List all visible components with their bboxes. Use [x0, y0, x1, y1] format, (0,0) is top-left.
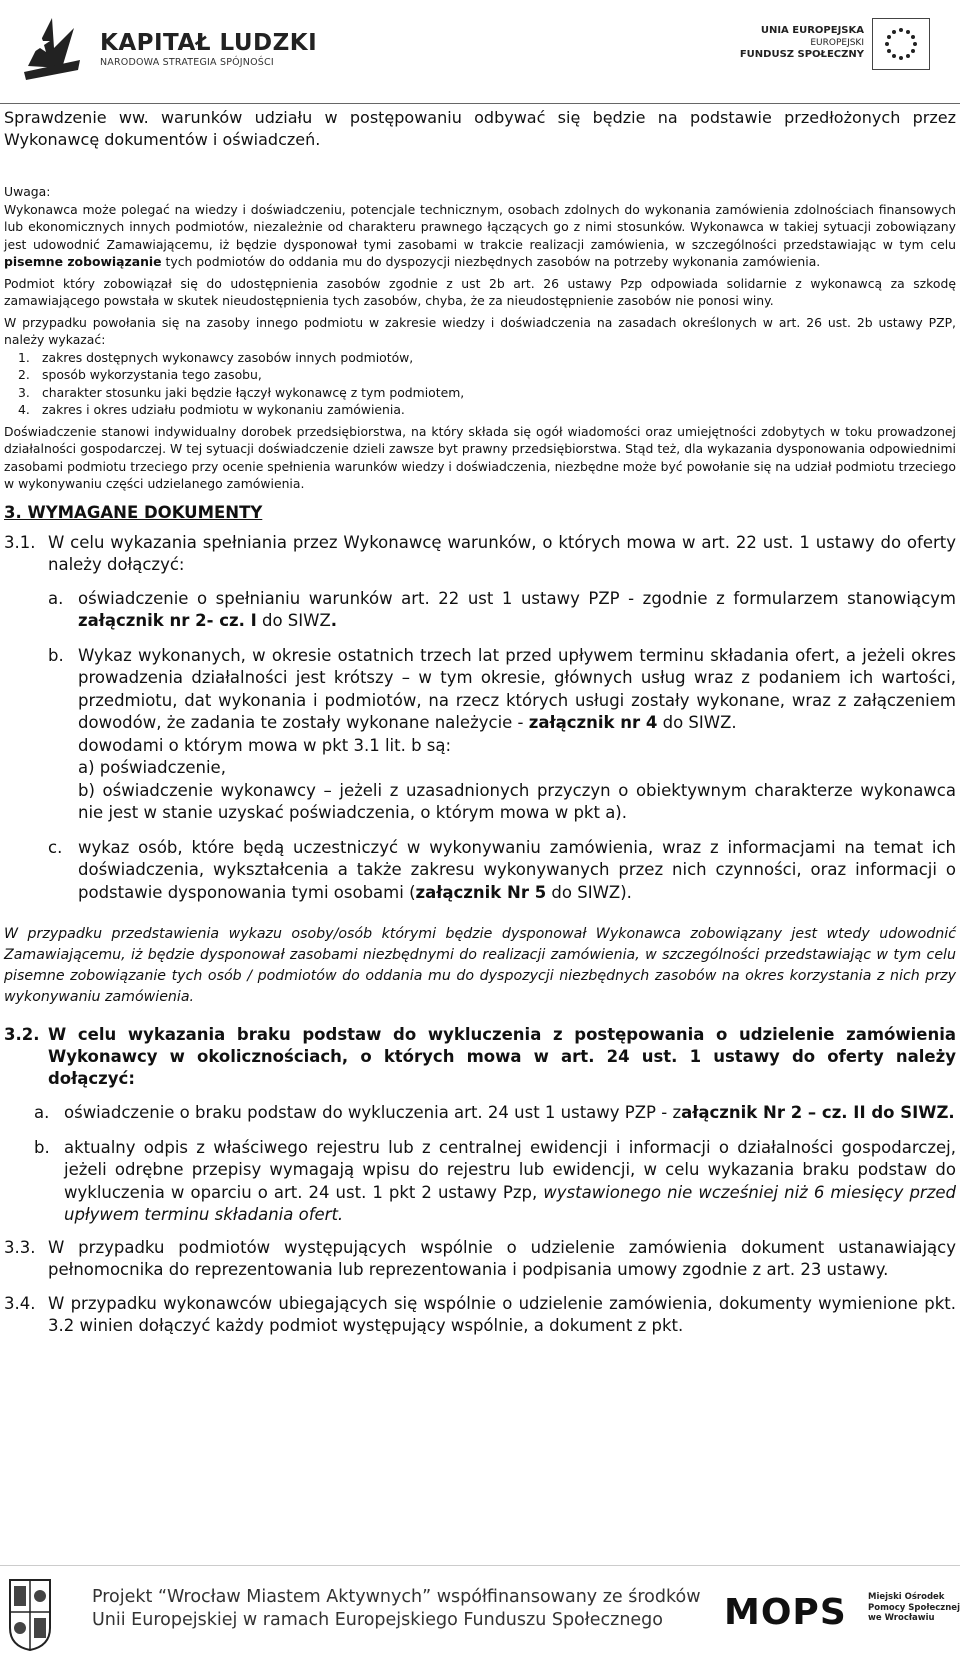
list-item [4, 384, 956, 402]
s31c-text: wykaz osób, które będą uczestniczyć w wykonywaniu zamówienia, wraz z informacjami na temat ich doświadczenia, wykształcenia a także zakresu wykonywanych przez nich czynności, oraz informacji o podstawie dysponowania tymi osobami ( [78, 837, 956, 902]
document-body [4, 107, 956, 1337]
sub-body [78, 588, 956, 633]
list-item [4, 401, 956, 419]
uwaga-bold: pisemne zobowiązanie [4, 254, 162, 269]
sub-letter: a. [48, 588, 64, 608]
item-body: W przypadku podmiotów występujących wspólnie o udzielenie zamówienia dokument ustanawiający pełnomocnika do reprezentowania lub reprezentowania i podpisania umowy zgodnie z art. 23 ustawy. [48, 1237, 956, 1279]
section-3-3 [4, 1237, 956, 1281]
list-num: 4. [18, 402, 30, 417]
footer-line2: Unii Europejskiej w ramach Europejskiego Funduszu Społecznego [92, 1610, 663, 1630]
s31c-bold: załącznik Nr 5 [415, 882, 547, 902]
list-text: sposób wykorzystania tego zasobu, [42, 367, 262, 382]
s32b-italic: wystawionego nie wcześniej niż 6 miesięcy przed upływem terminu składania ofert. [64, 1182, 956, 1224]
list-text: charakter stosunku jaki będzie łączył wykonawcę z tym podmiotem, [42, 384, 465, 400]
s31c-end: do SIWZ). [546, 882, 632, 902]
item-num: 3.3. [4, 1237, 36, 1257]
intro-paragraph: Sprawdzenie ww. warunków udziału w postępowaniu odbywać się będzie na podstawie przedłożonych przez Wykonawcę dokumentów i oświadczeń. [4, 108, 956, 149]
section-title: 3. WYMAGANE DOKUMENTY [4, 502, 263, 522]
s32a-bold: ałącznik Nr 2 – cz. II do SIWZ [681, 1103, 949, 1122]
eu-line3: FUNDUSZ SPOŁECZNY [739, 49, 864, 60]
section-3-2 [4, 1024, 956, 1090]
eu-flag-icon [872, 18, 930, 70]
section-3-2-a [4, 1102, 956, 1125]
sub-letter: b. [48, 645, 64, 665]
uwaga-text-a: Wykonawca może polegać na wiedzy i doświadczeniu, potencjale technicznym, osobach zdolnych do wykonania zamówienia zdolnościach finansowych lub ekonomicznych innych podmiotów, niezależnie od charakteru prawnego łączących go z nimi stosunków. Wykonawca w takiej sytuacji zobowiązany jest udowodnić Zamawiającemu, iż będzie dysponował tymi zasobami w trakcie realizacji zamówienia, w szczególności przedstawiając w tym celu [4, 201, 956, 252]
s32a-text: oświadczenie o braku podstaw do wykluczenia art. 24 ust 1 ustawy PZP - z [64, 1103, 682, 1122]
eu-line2: EUROPEJSKI [810, 38, 864, 48]
sub-body [78, 645, 956, 825]
s31b-line2: dowodami o którym mowa w pkt 3.1 lit. b są: [78, 735, 452, 755]
s31b-line4: b) oświadczenie wykonawcy – jeżeli z uzasadnionych przyczyn o obiektywnym charakterze wykonawca nie jest w stanie uzyskać poświadczenia, o którym mowa w pkt a). [78, 780, 956, 822]
eu-text [740, 25, 864, 61]
item-num: 3.2. [4, 1025, 40, 1044]
kapital-ludzki-logo [22, 8, 84, 86]
item-num: 3.1. [4, 532, 36, 552]
footer-text [92, 1586, 701, 1632]
s31b-line3: a) poświadczenie, [78, 758, 226, 777]
podmiot-paragraph: Podmiot który zobowiązał się do udostępnienia zasobów zgodnie z ust 2b art. 26 ustawy Pzp odpowiada solidarnie z wykonawcą za szkodę zamawiającego powstała w skutek nieudostępnienia tych zasobów, chyba, że za nieudostępnienie zasobów nie ponosi winy. [4, 275, 956, 308]
item-body: W przypadku wykonawców ubiegających się wspólnie o udzielenie zamówienia, dokumenty wymienione pkt. 3.2 winien dołączyć każdy podmiot występujący wspólnie, a dokument z pkt. [48, 1293, 956, 1335]
s31b-end: do SIWZ. [657, 713, 737, 732]
kapital-ludzki-text [100, 30, 317, 68]
list-item [4, 349, 956, 367]
doswiadczenie-paragraph: Doświadczenie stanowi indywidualny dorobek przedsiębiorstwa, na który składa się ogół wiadomości oraz umiejętności zdobytych w toku prowadzonej działalności gospodarczej. W tej sytuacji doświadczenie dzieli zawsze byt prawny przedsiębiorstwa. Stąd też, dla wykazania dysponowania odpowiednimi zasobami podmiotu trzeciego przy ocenie spełnienia warunków wiedzy i doświadczenia, niezbędne może być powołanie się na udział podmiotu trzeciego w wykonywaniu części udzielanego zamówienia. [4, 423, 956, 491]
list-num: 3. [18, 384, 30, 400]
s31a-mid: do SIWZ [256, 611, 331, 630]
mops-logo: MOPS [724, 1592, 847, 1633]
footer-line1: Projekt “Wrocław Miastem Aktywnych” współfinansowany ze środków [92, 1587, 701, 1607]
eu-line1: UNIA EUROPEJSKA [760, 25, 864, 36]
list-num: 2. [18, 367, 30, 382]
s31a-end: . [330, 611, 338, 630]
item-body: W celu wykazania braku podstaw do wykluczenia z postępowania o udzielenie zamówienia Wykonawcy w okolicznościach, o których mowa w art. 24 ust. 1 ustawy do oferty należy dołączyć: [48, 1025, 956, 1088]
section-3-1-b [4, 645, 956, 825]
sub-body [64, 1102, 956, 1125]
list-text: zakres dostępnych wykonawcy zasobów innych podmiotów, [42, 349, 414, 365]
mops-sub3: we Wrocławiu [868, 1613, 935, 1623]
uwaga-label: Uwaga: [4, 184, 51, 199]
s31b-bold: załącznik nr 4 [528, 713, 658, 732]
sub-letter: a. [34, 1103, 50, 1122]
page-footer [0, 1568, 960, 1662]
list-item [4, 366, 956, 384]
mops-sub2: Pomocy Społecznej [868, 1602, 960, 1613]
sub-body [64, 1137, 956, 1227]
section-3-1-a [4, 588, 956, 633]
header-divider [0, 103, 960, 104]
list-text: zakres i okres udziału podmiotu w wykonaniu zamówienia. [42, 402, 405, 417]
mops-subtitle [868, 1592, 960, 1624]
mops-sub1: Miejski Ośrodek [868, 1592, 945, 1602]
uwaga-paragraph [4, 201, 956, 271]
s32b-text: aktualny odpis z właściwego rejestru lub z centralnej ewidencji i informacji o działalności gospodarczej, jeżeli odrębne przepisy wymagają wpisu do rejestru lub ewidencji, w celu wykazania braku podstaw do wykluczenia w oparciu o art. 24 ust. 1 pkt 2 ustawy Pzp, [64, 1137, 956, 1202]
s31a-text: oświadczenie o spełnianiu warunków art. 22 ust 1 ustawy PZP - zgodnie z formularzem stanowiącym [78, 588, 956, 608]
wroclaw-crest-icon [8, 1576, 52, 1652]
sub-body [78, 837, 956, 905]
sub-letter: b. [34, 1137, 50, 1157]
s31a-bold: załącznik nr 2- cz. I [78, 611, 257, 630]
uwaga-text-b: tych podmiotów do oddania mu do dyspozycji niezbędnych zasobów na potrzeby wykonania zamówienia. [161, 254, 821, 269]
list-num: 1. [18, 349, 30, 365]
s31b-text: Wykaz wykonanych, w okresie ostatnich trzech lat przed upływem terminu składania ofert, a jeżeli okres prowadzenia działalności jest krótszy – w tym okresie, głównych usług wraz z podaniem ich wartości, przedmiotu, dat wykonania i podmiotów, na rzecz których usługi zostały wykonane, wraz z załączeniem dowodów, że zadania te zostały wykonane należycie - [78, 645, 956, 732]
kl-title: KAPITAŁ LUDZKI [100, 30, 318, 56]
footer-divider [0, 1565, 960, 1566]
italic-note: W przypadku przedstawienia wykazu osoby/osób którymi będzie dysponował Wykonawca zobowiązany jest wtedy udowodnić Zamawiającemu, iż będzie dysponował zasobami niezbędnymi do realizacji zamówienia, w szczególności przedstawiając w tym celu pisemne zobowiązanie tych osób / podmiotów do oddania mu do dyspozycji niezbędnych zasobów na okres korzystania z nich przy wykonywaniu zamówienia. [4, 926, 956, 1005]
section-3-2-b [4, 1137, 956, 1227]
page-header [0, 0, 960, 100]
section-3-1-c [4, 837, 956, 905]
item-body: W celu wykazania spełniania przez Wykonawcę warunków, o których mowa w art. 22 ust. 1 ustawy do oferty należy dołączyć: [48, 532, 956, 574]
item-num: 3.4. [4, 1293, 36, 1313]
przypadek-paragraph: W przypadku powołania się na zasoby innego podmiotu w zakresie wiedzy i doświadczenia na zasadach określonych w art. 26 ust. 2b ustawy PZP, należy wykazać: [4, 314, 956, 347]
s32a-end: . [948, 1103, 955, 1122]
numbered-list [4, 349, 956, 419]
section-3-1 [4, 532, 956, 576]
kl-subtitle: NARODOWA STRATEGIA SPÓJNOŚCI [100, 57, 274, 68]
sub-letter: c. [48, 837, 63, 857]
section-3-4 [4, 1293, 956, 1337]
